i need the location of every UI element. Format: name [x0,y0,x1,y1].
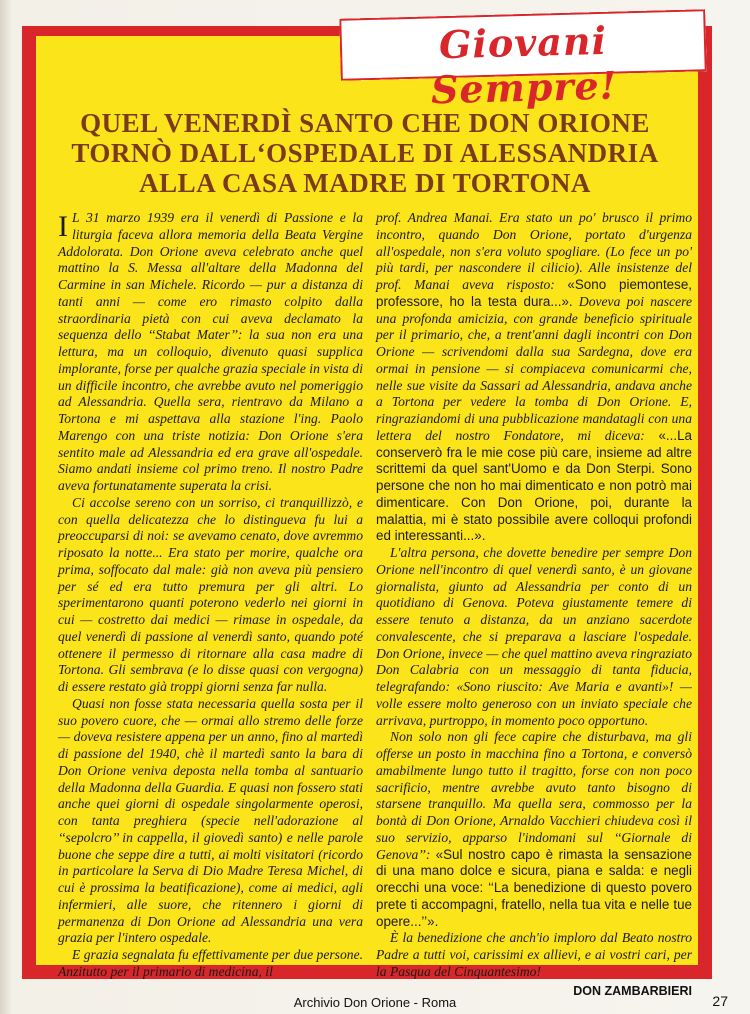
section-banner [339,9,706,113]
banner-text: Giovani Sempre! [430,17,618,113]
drop-cap: I [58,210,68,243]
left-column [58,210,363,981]
article-title [40,108,690,198]
paragraph: L'altra persona, che dovette benedire per sempre Don Orione nell'incontro di quel venerdì santo, è un giovane giornalista, giunto ad Alessandria per conto di un quotidiano di Genova. Poteva giustamente temere di essere tenuto a distanza, da un anziano sacerdote convalescente, che si preparava a lasciare l'ospedale. Don Orione, invece — che quel mattino aveva ringraziato Don Calabria con un messaggio di tanta fiducia, telegrafando: «Sono riuscito: Ave Maria e avanti»! — volle essere molto generoso con un inviato speciale che arrivava, purtroppo, in momento poco opportuno. [376,545,692,728]
paragraph: Non solo non gli fece capire che disturbava, ma gli offerse un posto in macchina fino a Tortona, e conversò amabilmente lungo tutto il tragitto, forse con non poco sacrificio, mentre avrebbe avuto tanto bisogno di starsene tranquillo. Ma quella sera, commosso per la bontà di Don Orione, Arnaldo Vacchieri chiudeva così il suo servizio, apparso l'indomani sul ‘‘Giornale di Genova’’: «Sul nostro capo è rimasta la sensazione di una mano dolce e sicura, piana e salda: e negli orecchi una voce: ‘‘La benedizione di questo povero prete ti accompagni, fratello, nella tua vita e nelle tue opere...’’». [376,729,692,929]
author-signature: DON ZAMBARBIERI [573,983,692,998]
archive-footer: Archivio Don Orione - Roma [293,995,457,1010]
paragraph: prof. Andrea Manai. Era stato un po' brusco il primo incontro, quando Don Orione, portato d'urgenza all'ospedale, non s'era voluto spogliare. (Lo fece un po' più tardi, per nascondere il cilicio). Alle insistenze del prof. Manai aveva risposto: «Sono piemontese, professore, ho la testa dura...». Doveva poi nascere una profonda amicizia, con grande beneficio spirituale per il primario, che, a trent'anni dagli incontri con Don Orione — scrivendomi dalla sua Sardegna, dove era ormai in pensione — si compiaceva comunicarmi che, nelle sue visite da Sassari ad Alessandria, andava anche a Tortona per vedere la tomba di Don Orione. E, ringraziandomi di una pubblicazione mandatagli con una lettera del nostro Fondatore, mi diceva: «...La conserverò fra le mie cose più care, insieme ad altre scrittemi da quel sant'Uomo e da Don Sterpi. Sono persone che non ho mai dimenticato e non potrò mai dimenticare. Con Don Orione, poi, durante la malattia, mi è stato possibile avere colloqui profondi ed interessanti...». [376,210,692,544]
paragraph: È la benedizione che anch'io imploro dal Beato nostro Padre a tutti voi, carissimi ex allievi, e ai vostri cari, per la Pasqua del Cinquantesimo! [376,930,692,979]
paragraph: Ci accolse sereno con un sorriso, ci tranquillizzò, e con quella delicatezza che lo distingueva fu lui a preoccuparsi di noi: se avevamo cenato, dove avremmo riposato la notte... Era stato per morire, qualche ora prima, soffocato dal male: già non aveva più pensiero per sé ed era tutto premura per gli altri. Lo sperimentarono quanti poterono vederlo nei giorni in cui — costretto dai medici — rimase in ospedale, da quel venerdì di passione al venerdì santo, quando poté ottenere il permesso di ritornare alla casa madre di Tortona. Gli sembrava (e lo disse quasi con vergogna) di essere restato già troppi giorni senza far nulla. [58,494,363,694]
title-line-2: TORNÒ DALL‘OSPEDALE DI ALESSANDRIA [71,138,659,168]
paragraph: E grazia segnalata fu effettivamente per due persone. Anzitutto per il primario di medicina, il [58,947,363,979]
page-number: 27 [712,993,728,1009]
right-column [376,210,692,999]
paragraph: Quasi non fosse stata necessaria quella sosta per il suo povero cuore, che — ormai allo stremo delle forze — doveva resistere appena per un anno, fino al martedì di passione del 1940, chè il martedì santo la bara di Don Orione veniva deposta nella tomba al santuario della Madonna della Guardia. E quasi non fossero stati anche quei giorni di ospedale singolarmente operosi, con tanta preghiera (specie nell'adorazione al ‘‘sepolcro’’ in cappella, il giovedì santo) e nelle parole buone che seppe dire a tutti, ai molti visitatori (ricordo in particolare la Serva di Dio Madre Teresa Michel, di cui è prossima la beatificazione), come ai medici, agli infermieri, alle suore, che ritennero i giorni di permanenza di Don Orione ad Alessandria una vera grazia per l'intero ospedale. [58,695,363,946]
title-line-3: ALLA CASA MADRE DI TORTONA [139,168,591,198]
title-line-1: QUEL VENERDÌ SANTO CHE DON ORIONE [80,108,650,138]
paragraph: I L 31 marzo 1939 era il venerdì di Passione e la liturgia faceva allora memoria della Beata Vergine Addolorata. Don Orione aveva celebrato anche quel mattino la S. Messa all'altare della Madonna del Carmine in san Michele. Ricordo — pur a distanza di tanti anni — come ero rimasto colpito dalla straordinaria pietà con cui aveva declamato la sequenza dello ‘‘Stabat Mater’’: la sua non era una lettura, ma un colloquio, divenuto quasi supplica implorante, forse per qualche grazia speciale in vista di un difficile incontro, che avrebbe avuto nel pomeriggio ad Alessandria. Quella sera, rientravo da Milano a Tortona e mi aspettava alla stazione l'ing. Paolo Marengo con una triste notizia: Don Orione s'era sentito male ad Alessandria ed era grave all'ospedale. Siamo andati insieme col primo treno. Il nostro Padre aveva fortunatamente superata la crisi. [58,210,363,493]
